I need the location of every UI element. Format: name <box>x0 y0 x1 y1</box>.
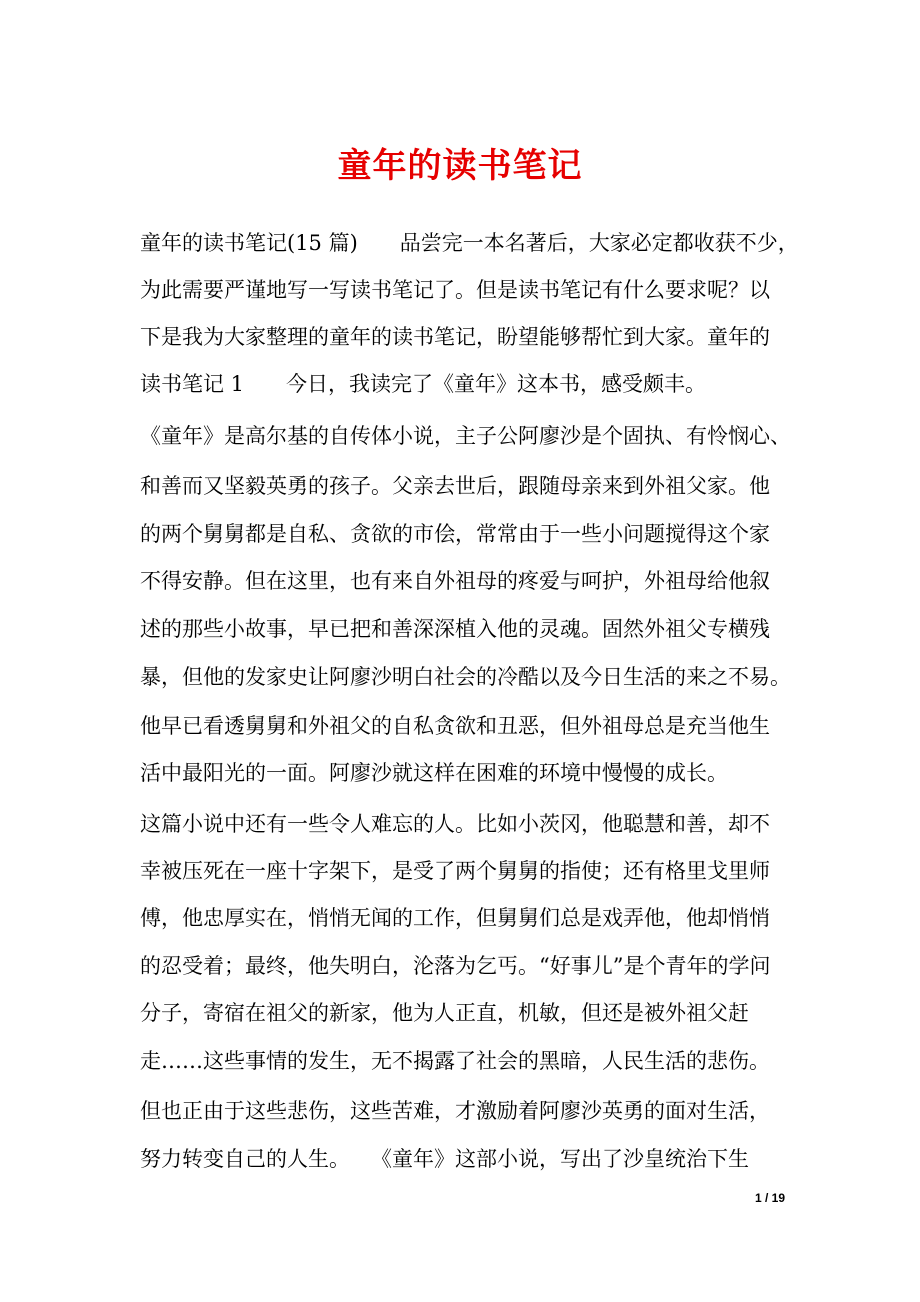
body-line: 他早已看透舅舅和外祖父的自私贪欲和丑恶，但外祖母总是充当他生 <box>140 714 770 738</box>
body-line: 童年的读书笔记(15 篇) 品尝完一本名著后，大家必定都收获不少， <box>140 231 799 255</box>
body-line: 读书笔记 1 今日，我读完了《童年》这本书，感受颇丰。 <box>140 372 707 396</box>
body-line: 为此需要严谨地写一写读书笔记了。但是读书笔记有什么要求呢？以 <box>140 278 770 302</box>
document-title: 童年的读书笔记 <box>337 146 583 186</box>
body-line: 幸被压死在一座十字架下，是受了两个舅舅的指使；还有格里戈里师 <box>140 859 770 883</box>
body-line: 这篇小说中还有一些令人难忘的人。比如小茨冈，他聪慧和善，却不 <box>140 812 770 836</box>
body-line: 暴，但他的发家史让阿廖沙明白社会的冷酷以及今日生活的来之不易。 <box>140 665 791 689</box>
body-line: 的忍受着；最终，他失明白，沦落为乞丐。“好事儿”是个青年的学问 <box>140 954 771 978</box>
page-number: 1 / 19 <box>754 1191 785 1205</box>
body-line: 述的那些小故事，早已把和善深深植入他的灵魂。固然外祖父专横残 <box>140 617 770 641</box>
body-line: 走……这些事情的发生，无不揭露了社会的黑暗，人民生活的悲伤。 <box>140 1049 770 1073</box>
body-line: 的两个舅舅都是自私、贪欲的市侩，常常由于一些小问题搅得这个家 <box>140 522 770 546</box>
body-line: 傅，他忠厚实在，悄悄无闻的工作，但舅舅们总是戏弄他，他却悄悄 <box>140 906 770 930</box>
body-line: 但也正由于这些悲伤，这些苦难，才激励着阿廖沙英勇的面对生活， <box>140 1099 770 1123</box>
body-line: 不得安静。但在这里，也有来自外祖母的疼爱与呵护，外祖母给他叙 <box>140 569 770 593</box>
body-line: 和善而又坚毅英勇的孩子。父亲去世后，跟随母亲来到外祖父家。他 <box>140 474 770 498</box>
body-line: 分子，寄宿在祖父的新家，他为人正直，机敏，但还是被外祖父赶 <box>140 1001 749 1025</box>
body-line: 活中最阳光的一面。阿廖沙就这样在困难的环境中慢慢的成长。 <box>140 761 728 785</box>
body-line: 《童年》是高尔基的自传体小说，主子公阿廖沙是个固执、有怜悯心、 <box>140 424 791 448</box>
body-line: 下是我为大家整理的童年的读书笔记，盼望能够帮忙到大家。童年的 <box>140 325 770 349</box>
body-line: 努力转变自己的人生。 《童年》这部小说，写出了沙皇统治下生 <box>140 1147 749 1171</box>
